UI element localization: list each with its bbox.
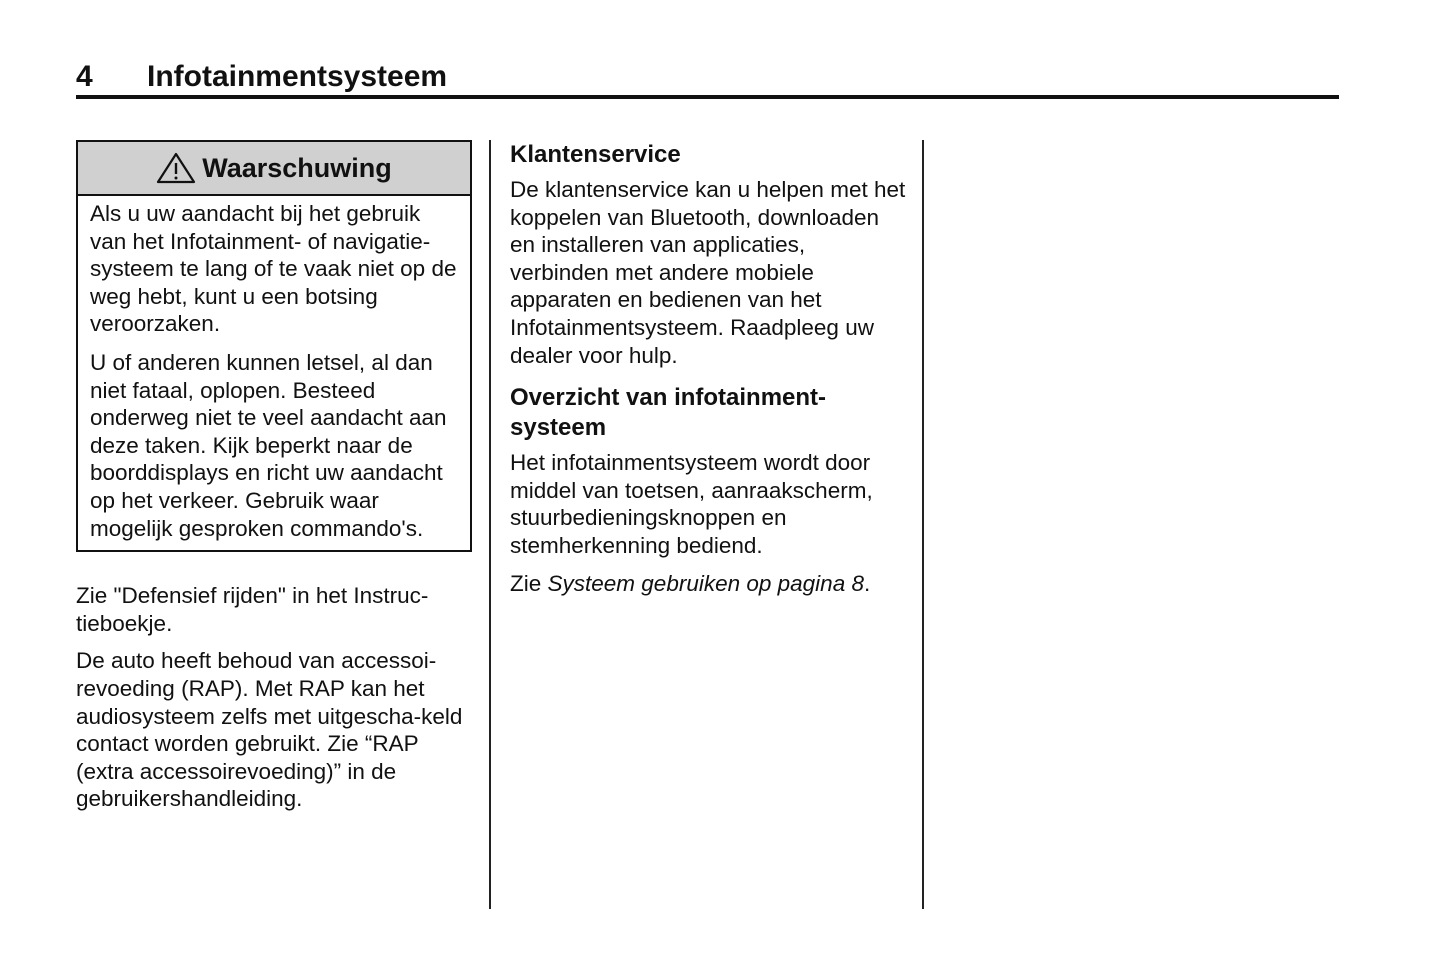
- body-paragraph: Zie "Defensief rijden" in het Instruc-tieboekje.: [76, 583, 429, 636]
- warning-body: [78, 196, 470, 550]
- page-number: 4: [76, 60, 93, 93]
- warning-title: Waarschuwing: [202, 152, 392, 183]
- chapter-title: Infotainmentsysteem: [147, 60, 448, 93]
- section-heading-overzicht: Overzicht van infotainment-systeem: [510, 384, 827, 442]
- left-column: [76, 140, 472, 813]
- section-body: De klantenservice kan u helpen met het koppelen van Bluetooth, downloaden en installeren van applicaties, verbinden met andere mobiele apparaten en bedienen van het Infotainmentsysteem. Raadpleeg uw dealer voor hulp.: [510, 177, 906, 368]
- warning-paragraph: Als u uw aandacht bij het gebruik van het Infotainment- of navigatie-systeem te lang of te vaak niet op de weg hebt, kunt u een botsing veroorzaken.: [90, 201, 457, 337]
- left-body: [76, 582, 472, 813]
- warning-triangle-icon: [156, 151, 196, 185]
- warning-header: [78, 142, 470, 196]
- page-header: [76, 58, 1339, 96]
- section-heading-klantenservice: Klantenservice: [510, 141, 681, 168]
- section-body: Het infotainmentsysteem wordt door middel van toetsen, aanraakscherm, stuurbedieningsknoppen en stemherkenning bediend.: [510, 450, 873, 558]
- column-divider: [489, 140, 491, 909]
- ref-suffix: .: [863, 570, 871, 596]
- header-rule: [76, 95, 1339, 99]
- middle-column: [510, 140, 910, 597]
- body-paragraph: De auto heeft behoud van accessoi-revoeding (RAP). Met RAP kan het audiosysteem zelfs met uitgescha-keld contact worden gebruikt. Zie “RAP (extra accessoirevoeding)” in de gebruikershandleiding.: [76, 648, 463, 812]
- cross-reference: [510, 570, 910, 598]
- warning-box: [76, 140, 472, 552]
- ref-link[interactable]: Systeem gebruiken op pagina 8: [547, 570, 864, 596]
- ref-prefix: Zie: [510, 570, 548, 596]
- column-divider: [922, 140, 924, 909]
- warning-paragraph: U of anderen kunnen letsel, al dan niet fataal, oplopen. Besteed onderweg niet te veel aandacht aan deze taken. Kijk beperkt naar de boorddisplays en richt uw aandacht op het verkeer. Gebruik waar mogelijk gesproken commando's.: [90, 349, 447, 541]
